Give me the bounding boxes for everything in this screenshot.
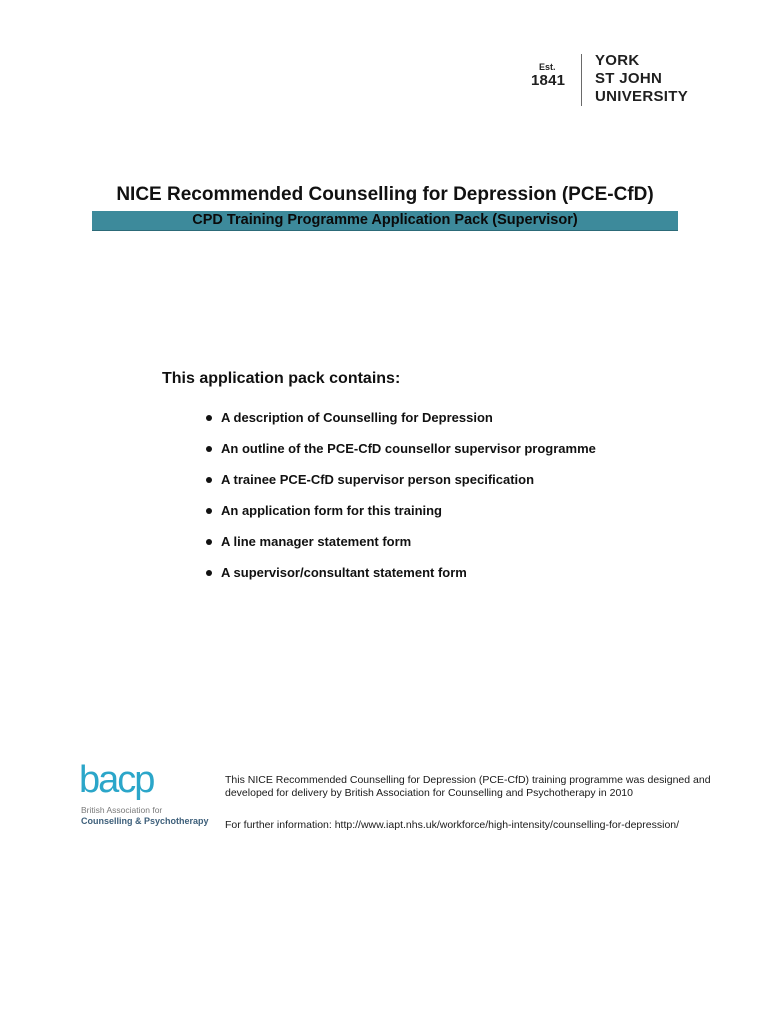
logo-line-york: YORK: [595, 52, 640, 69]
bullet-icon: [206, 539, 212, 545]
logo-year: 1841: [531, 72, 566, 89]
bullet-icon: [206, 508, 212, 514]
bullet-icon: [206, 415, 212, 421]
footer-further-info: For further information: http://www.iapt.nhs.uk/workforce/high-intensity/counselling-for-depression/: [225, 819, 680, 831]
subtitle-banner: [92, 211, 678, 231]
document-subtitle: CPD Training Programme Application Pack (Supervisor): [192, 212, 578, 228]
logo-est-label: Est.: [539, 62, 556, 72]
list-item-text: A description of Counselling for Depression: [221, 410, 493, 425]
bacp-tagline-line1: British Association for: [81, 805, 163, 815]
logo-line-university: UNIVERSITY: [595, 88, 689, 105]
york-st-john-logo: [529, 52, 709, 108]
list-item-text: A trainee PCE-CfD supervisor person specification: [221, 472, 535, 487]
bullet-icon: [206, 477, 212, 483]
logo-line-st-john: ST JOHN: [595, 70, 663, 87]
bacp-tagline-line2: Counselling & Psychotherapy: [81, 816, 209, 826]
list-item-text: An application form for this training: [221, 503, 442, 518]
footer-description: This NICE Recommended Counselling for Depression (PCE-CfD) training programme was designed and developed for delivery by British Association for Counselling and Psychotherapy in 2010: [225, 774, 711, 799]
bacp-wordmark: bacp: [79, 759, 154, 801]
logo-divider: [581, 54, 582, 106]
list-item-text: A line manager statement form: [221, 534, 412, 549]
list-item-text: An outline of the PCE-CfD counsellor supervisor programme: [221, 441, 596, 456]
bullet-icon: [206, 570, 212, 576]
bullet-icon: [206, 446, 212, 452]
list-item-text: A supervisor/consultant statement form: [221, 565, 467, 580]
document-title: NICE Recommended Counselling for Depression (PCE-CfD): [116, 184, 654, 205]
contents-heading: This application pack contains:: [162, 370, 401, 387]
bacp-logo: [79, 759, 219, 831]
